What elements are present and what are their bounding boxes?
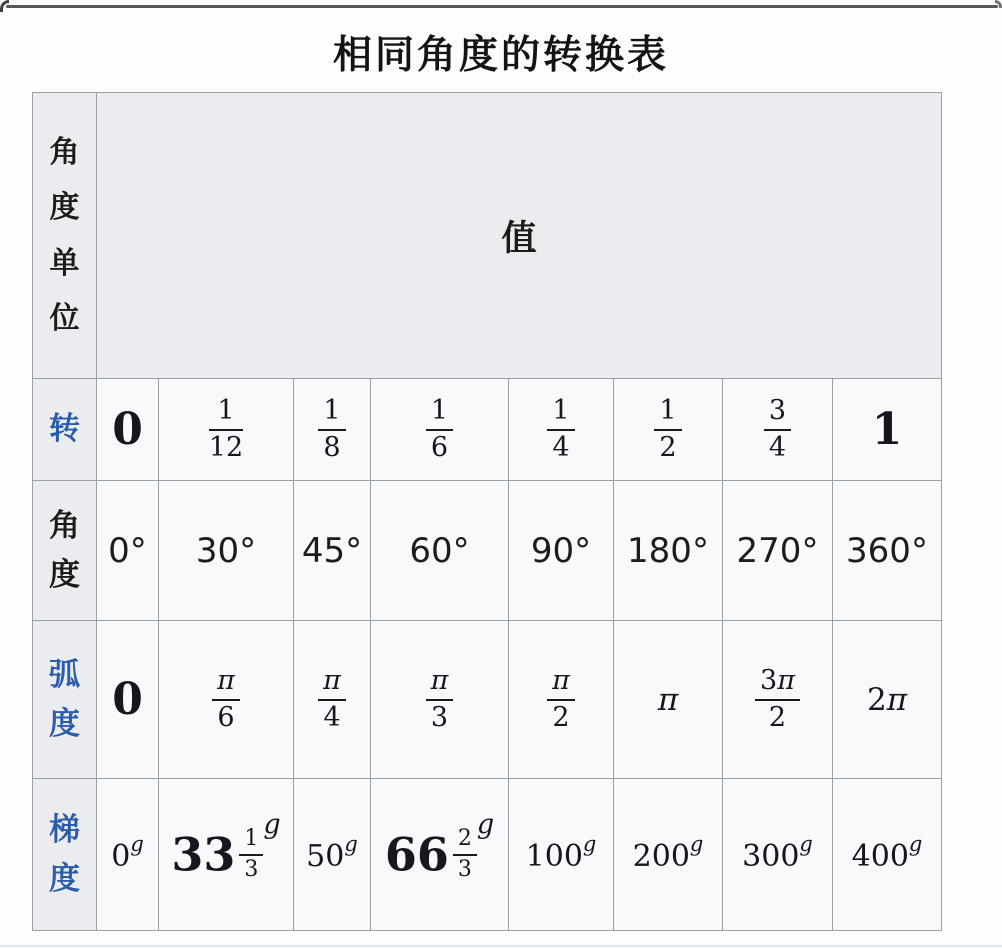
cell-radian-5: π xyxy=(614,621,723,779)
cell-gradian-6: 300$^g$ xyxy=(723,779,833,931)
row-label-degree: 角 度 xyxy=(33,481,97,621)
cell-gradian-5: 200$^g$ xyxy=(614,779,723,931)
cell-degree-4: 90° xyxy=(509,481,614,621)
table-header-row xyxy=(33,93,942,379)
screen-edge-top-line xyxy=(6,5,998,8)
cell-gradian-7: 400$^g$ xyxy=(833,779,942,931)
corner-header-angle-unit: 角 度 单 位 xyxy=(33,93,97,379)
cell-radian-2: $\frac{\pi}{4}$ xyxy=(294,621,371,779)
cell-turn-5: $\frac{1}{2}$ xyxy=(614,379,723,481)
cell-radian-0: 0 xyxy=(97,621,159,779)
table-row-turn xyxy=(33,379,942,481)
cell-degree-1: 30° xyxy=(159,481,294,621)
cell-radian-7: 2π xyxy=(833,621,942,779)
cell-turn-1: $\frac{1}{12}$ xyxy=(159,379,294,481)
cell-gradian-2: 50$^g$ xyxy=(294,779,371,931)
cell-radian-3: $\frac{\pi}{3}$ xyxy=(371,621,509,779)
value-column-header: 值 xyxy=(97,93,942,379)
page-title: 相同角度的转换表 xyxy=(332,33,669,78)
cell-radian-4: $\frac{\pi}{2}$ xyxy=(509,621,614,779)
cell-turn-7: 1 xyxy=(833,379,942,481)
cell-turn-0: 0 xyxy=(97,379,159,481)
cell-degree-0: 0° xyxy=(97,481,159,621)
cell-radian-6: $\frac{3\pi}{2}$ xyxy=(723,621,833,779)
cell-degree-7: 360° xyxy=(833,481,942,621)
table-row-degree xyxy=(33,481,942,621)
row-label-gradian-link[interactable]: 梯 度 xyxy=(33,779,97,931)
cell-degree-3: 60° xyxy=(371,481,509,621)
cell-degree-6: 270° xyxy=(723,481,833,621)
conversion-table xyxy=(32,92,942,931)
table-row-radian xyxy=(33,621,942,779)
cell-gradian-1: 33 $\frac{1}{3}$ $^g$ xyxy=(159,779,294,931)
cell-gradian-0: 0$^g$ xyxy=(97,779,159,931)
screen-edge-bottom-line xyxy=(0,945,1002,947)
cell-turn-4: $\frac{1}{4}$ xyxy=(509,379,614,481)
table-row-gradian xyxy=(33,779,942,931)
cell-turn-2: $\frac{1}{8}$ xyxy=(294,379,371,481)
cell-degree-5: 180° xyxy=(614,481,723,621)
cell-turn-6: $\frac{3}{4}$ xyxy=(723,379,833,481)
cell-degree-2: 45° xyxy=(294,481,371,621)
cell-turn-3: $\frac{1}{6}$ xyxy=(371,379,509,481)
cell-gradian-3: 66 $\frac{2}{3}$ $^g$ xyxy=(371,779,509,931)
row-label-turn-link[interactable]: 转 xyxy=(33,379,97,481)
cell-radian-1: $\frac{\pi}{6}$ xyxy=(159,621,294,779)
cell-gradian-4: 100$^g$ xyxy=(509,779,614,931)
row-label-radian-link[interactable]: 弧 度 xyxy=(33,621,97,779)
